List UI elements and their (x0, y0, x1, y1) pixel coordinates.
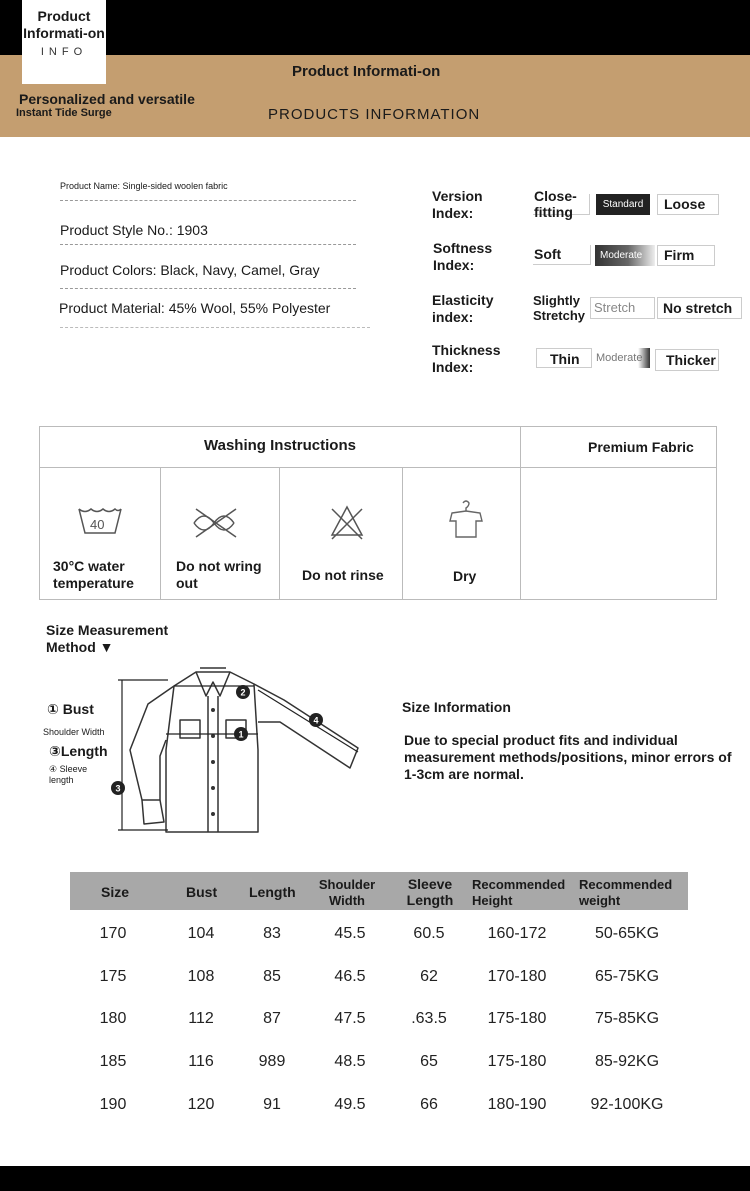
sleeve-annotation: ④ Sleeve length (49, 764, 88, 785)
wash-col-divider-2 (279, 467, 280, 600)
table-cell: 120 (187, 1095, 215, 1113)
table-cell: 170 (99, 925, 127, 942)
thickness-thin: Thin (536, 348, 592, 368)
logo-title: Product Informati-on (23, 8, 105, 41)
no-wring-icon (190, 505, 242, 541)
softness-index-label: Softness Index: (433, 240, 493, 273)
table-cell: 190 (99, 1095, 127, 1113)
table-cell: 83 (263, 925, 281, 942)
elasticity-index-label: Elasticity index: (432, 292, 494, 325)
wash-temp-label: 30°C water temperature (53, 558, 134, 591)
version-loose: Loose (657, 194, 719, 215)
size-info-text: Due to special product fits and individual measurement methods/positions, minor errors of 1-3cm are normal. (404, 732, 732, 782)
table-cell: 48.5 (334, 1053, 366, 1071)
table-cell: 66 (420, 1095, 438, 1113)
table-cell: 46.5 (334, 967, 366, 985)
softness-moderate-selected: Moderate (595, 245, 655, 266)
th-shoulder: Shoulder Width (318, 877, 376, 908)
material-divider (60, 327, 370, 328)
table-cell: 62 (420, 967, 438, 985)
table-cell: 180-190 (487, 1095, 547, 1113)
table-cell: 185 (99, 1053, 127, 1071)
table-cell: 112 (188, 1010, 214, 1028)
table-cell: 91 (263, 1095, 281, 1113)
wash-col-divider-1 (160, 467, 161, 600)
size-measurement-title: Size Measurement Method ▼ (46, 622, 169, 655)
product-colors: Product Colors: Black, Navy, Camel, Gray (60, 262, 356, 289)
marker-3: 3 (115, 783, 121, 794)
table-cell: 60.5 (413, 925, 445, 942)
bust-annotation: ① Bust (47, 701, 94, 717)
marker-1: 1 (238, 729, 244, 740)
banner-tagline-sub: Instant Tide Surge (16, 107, 112, 119)
banner-subtitle: PRODUCTS INFORMATION (268, 106, 481, 123)
table-cell: 87 (263, 1010, 281, 1028)
thickness-index-label: Thickness Index: (432, 342, 501, 375)
table-cell: 170-180 (487, 967, 547, 985)
hang-dry-icon (446, 497, 486, 543)
th-size: Size (101, 884, 130, 900)
shoulder-annotation: Shoulder Width (43, 727, 105, 737)
table-cell: 175-180 (487, 1010, 547, 1028)
table-cell: 116 (188, 1053, 214, 1071)
wash-temp-text: 40 (90, 517, 105, 532)
th-sleeve: Sleeve Length (406, 876, 454, 908)
table-cell: 160-172 (487, 925, 547, 942)
top-bar (0, 0, 750, 55)
thickness-thicker: Thicker (655, 349, 719, 371)
banner-tagline: Personalized and versatile (19, 91, 195, 107)
table-cell: 45.5 (334, 925, 366, 942)
wash-40-icon (76, 505, 124, 537)
elasticity-no-stretch: No stretch (657, 297, 742, 319)
table-cell: 85 (263, 967, 281, 985)
banner-title: Product Informati-on (292, 63, 441, 80)
th-weight: Recommended weight (579, 877, 673, 908)
th-length: Length (249, 884, 296, 900)
version-close-fitting: Close-fitting (534, 188, 577, 220)
logo-sub: INFO (40, 46, 88, 58)
softness-soft: Soft (533, 245, 591, 265)
table-cell: 92-100KG (590, 1095, 664, 1113)
no-rinse-label: Do not rinse (302, 567, 384, 583)
product-material: Product Material: 45% Wool, 55% Polyester (59, 300, 331, 316)
table-cell: 175 (99, 967, 127, 985)
no-rinse-icon (328, 503, 366, 541)
table-cell: 50-65KG (594, 925, 660, 942)
th-bust: Bust (186, 884, 218, 900)
dry-label: Dry (453, 568, 477, 584)
th-height: Recommended Height (472, 877, 566, 908)
size-info-title: Size Information (402, 699, 511, 715)
marker-2: 2 (240, 687, 246, 698)
shirt-diagram (108, 660, 368, 838)
bottom-bar (0, 1166, 750, 1191)
product-name: Product Name: Single-sided woolen fabric (60, 181, 356, 201)
table-cell: 175-180 (487, 1053, 547, 1071)
washing-title: Washing Instructions (204, 437, 356, 454)
table-cell: .63.5 (411, 1010, 447, 1028)
elasticity-stretch-selected: Stretch (590, 297, 655, 319)
premium-fabric-title: Premium Fabric (588, 439, 694, 455)
table-cell: 75-85KG (594, 1010, 660, 1028)
table-cell: 180 (99, 1010, 127, 1028)
table-cell: 104 (187, 925, 215, 942)
table-cell: 108 (187, 967, 215, 985)
table-cell: 49.5 (334, 1095, 366, 1113)
thickness-moderate-selected: Moderate (596, 348, 650, 368)
wash-col-divider-3 (402, 467, 403, 600)
version-index-label: Version Index: (432, 188, 483, 221)
table-cell: 47.5 (334, 1010, 366, 1028)
table-cell: 65 (420, 1053, 438, 1071)
table-cell: 989 (258, 1053, 286, 1071)
table-cell: 85-92KG (594, 1053, 660, 1071)
info-logo (22, 0, 106, 84)
marker-4: 4 (313, 715, 319, 726)
version-standard-selected: Standard (596, 194, 650, 215)
product-style: Product Style No.: 1903 (60, 222, 356, 245)
no-wring-label: Do not wring out (176, 558, 262, 591)
softness-firm: Firm (657, 245, 715, 266)
length-annotation: ③Length (49, 743, 108, 759)
table-cell: 65-75KG (594, 967, 660, 985)
washing-header-divider (39, 467, 717, 468)
fabric-column-divider (520, 426, 521, 600)
elasticity-slightly-stretchy: Slightly Stretchy (533, 293, 586, 323)
